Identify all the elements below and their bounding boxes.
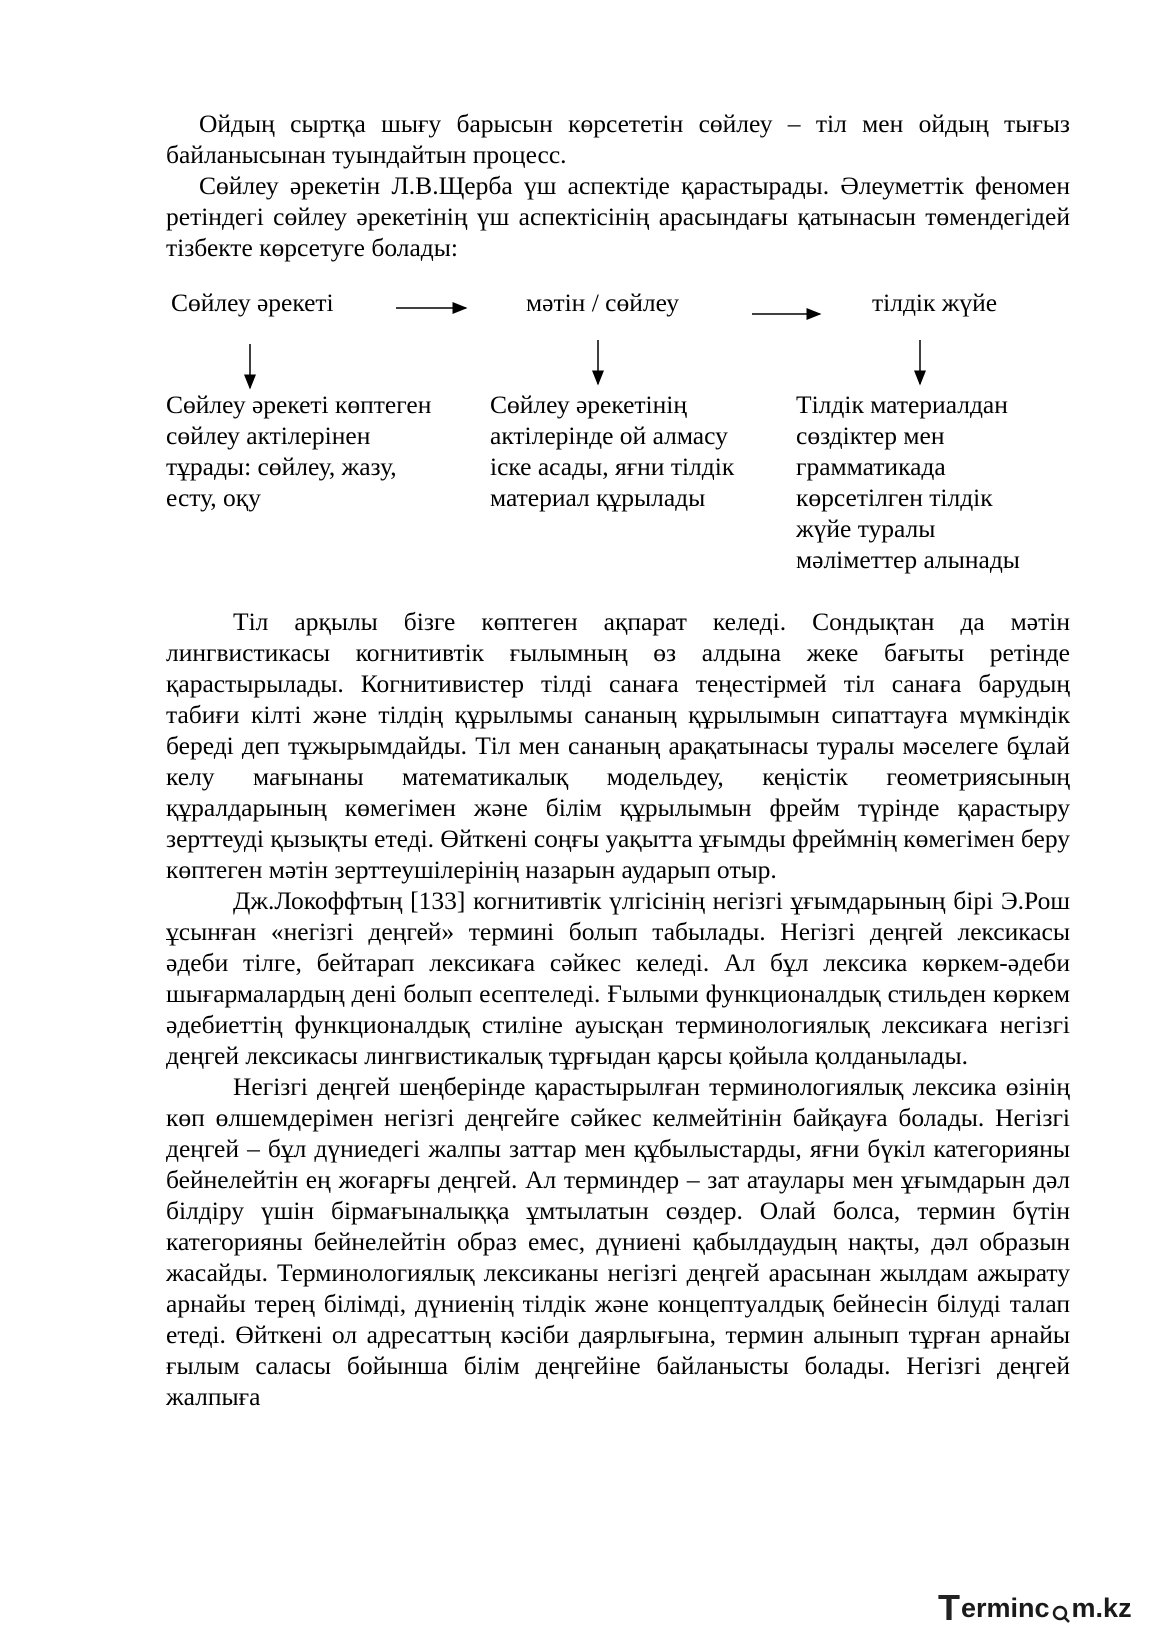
watermark-t: T (938, 1587, 960, 1628)
watermark-text-2: m.kz (1071, 1592, 1132, 1623)
diagram-column-2 (490, 389, 734, 513)
col3-line: мәліметтер алынады (796, 545, 1020, 574)
paragraph-2: Сөйлеу әрекетін Л.В.Щерба үш аспектіде қарастырады. Әлеуметтік феномен ретіндегі сөйлеу әрекетінің үш аспектісінің арасындағы қатынасын төмендегідей тізбекте көрсетуге болады: (166, 171, 1070, 262)
col3-line: көрсетілген тілдік (796, 483, 993, 512)
watermark-text-1: erminc (961, 1592, 1050, 1623)
diagram-header-speech-activity: Сөйлеу әрекеті (171, 288, 334, 317)
col3-line: жүйе туралы (796, 514, 936, 543)
paragraph-5: Негізгі деңгей шеңберінде қарастырылған терминологиялық лексика өзінің көп өлшемдерімен негізгі деңгейге сәйкес келмейтінін байқауға болады. Негізгі деңгей – бұл дүниедегі жалпы заттар мен құбылыстарды, яғни бүкіл категорияны бейнелейтін ең жоғарғы деңгей. Ал терминдер – зат атаулары мен ұғымдарын дәл білдіру үшін бірмағыналыққа ұмтылатын сөздер. Олай болса, термин бүтін категорияны бейнелейтін образ емес, дүниені қабылдаудың нақты, дәл образын жасайды. Терминологиялық лексиканы негізгі деңгей арасынан жылдам ажырату арнайы терең білімді, дүниенің тілдік және концептуалдық бейнесін білуді талап етеді. Өйткені ол адресаттың кәсіби даярлығына, термин алынып тұрған арнайы ғылым саласы бойынша білім деңгейіне байланысты болады. Негізгі деңгей жалпыға (166, 1072, 1070, 1411)
diagram-header-language-system: тілдік жүйе (872, 288, 998, 317)
magnifier-icon (1052, 1599, 1070, 1617)
paragraph-1: Ойдың сыртқа шығу барысын көрсететін сөйлеу – тіл мен ойдың тығыз байланысынан туындайтын процесс. (166, 109, 1070, 169)
col2-line: іске асады, яғни тілдік (490, 452, 735, 481)
diagram-column-1 (166, 389, 431, 513)
col1-line: сөйлеу актілерінен (166, 421, 371, 450)
diagram-header-text-speech: мәтін / сөйлеу (526, 288, 680, 317)
col1-line: есту, оқу (166, 483, 261, 512)
body-block (166, 606, 1070, 1412)
col3-line: сөздіктер мен (796, 421, 945, 450)
paragraph-4: Дж.Локоффтың [133] когнитивтік үлгісінің негізгі ұғымдарының бірі Э.Рош ұсынған «негізгі деңгей» термині болып табылады. Негізгі деңгей лексикасы әдеби тілге, бейтарап лексикаға сәйкес келеді. Ал бұл лексика көркем-әдеби шығармалардың дені болып есептеледі. Ғылыми функционалдық стильден көркем әдебиеттің функционалдық стиліне ауысқан терминологиялық лексикаға негізгі деңгей лексикасы лингвистикалық тұрғыдан қарсы қойыла қолданылады. (166, 886, 1070, 1070)
watermark-logo (938, 1588, 1132, 1628)
col2-line: материал құрылады (490, 483, 706, 512)
diagram-arrows (0, 0, 1158, 420)
col1-line: тұрады: сөйлеу, жазу, (166, 452, 397, 481)
paragraph-3: Тіл арқылы бізге көптеген ақпарат келеді. Сондықтан да мәтін лингвистикасы когнитивтік ғылымның өз алдына жеке бағыты ретінде қарастырылады. Когнитивистер тілді санаға теңестірмей тіл санаға барудың табиғи кілті және тілдің құрылымы сананың құрылымын сипаттауға мүмкіндік береді деп тұжырымдайды. Тіл мен сананың арақатынасы туралы мәселеге бұлай келу мағынаны математикалық модельдеу, кеңістік геометриясының құралдарының көмегімен және білім құрылымын фрейм түрінде қарастыру зерттеуді қызықты етеді. Өйткені соңғы уақытта ұғымды фреймнің көмегімен беру көптеген мәтін зерттеушілерінің назарын аударып отыр. (166, 607, 1070, 884)
col1-line: Сөйлеу әрекеті көптеген (166, 390, 432, 419)
col3-line: Тілдік материалдан (796, 390, 1008, 419)
col3-line: грамматикада (796, 452, 946, 481)
col2-line: актілерінде ой алмасу (490, 421, 728, 450)
diagram-column-3 (796, 389, 1020, 575)
col2-line: Сөйлеу әрекетінің (490, 390, 688, 419)
